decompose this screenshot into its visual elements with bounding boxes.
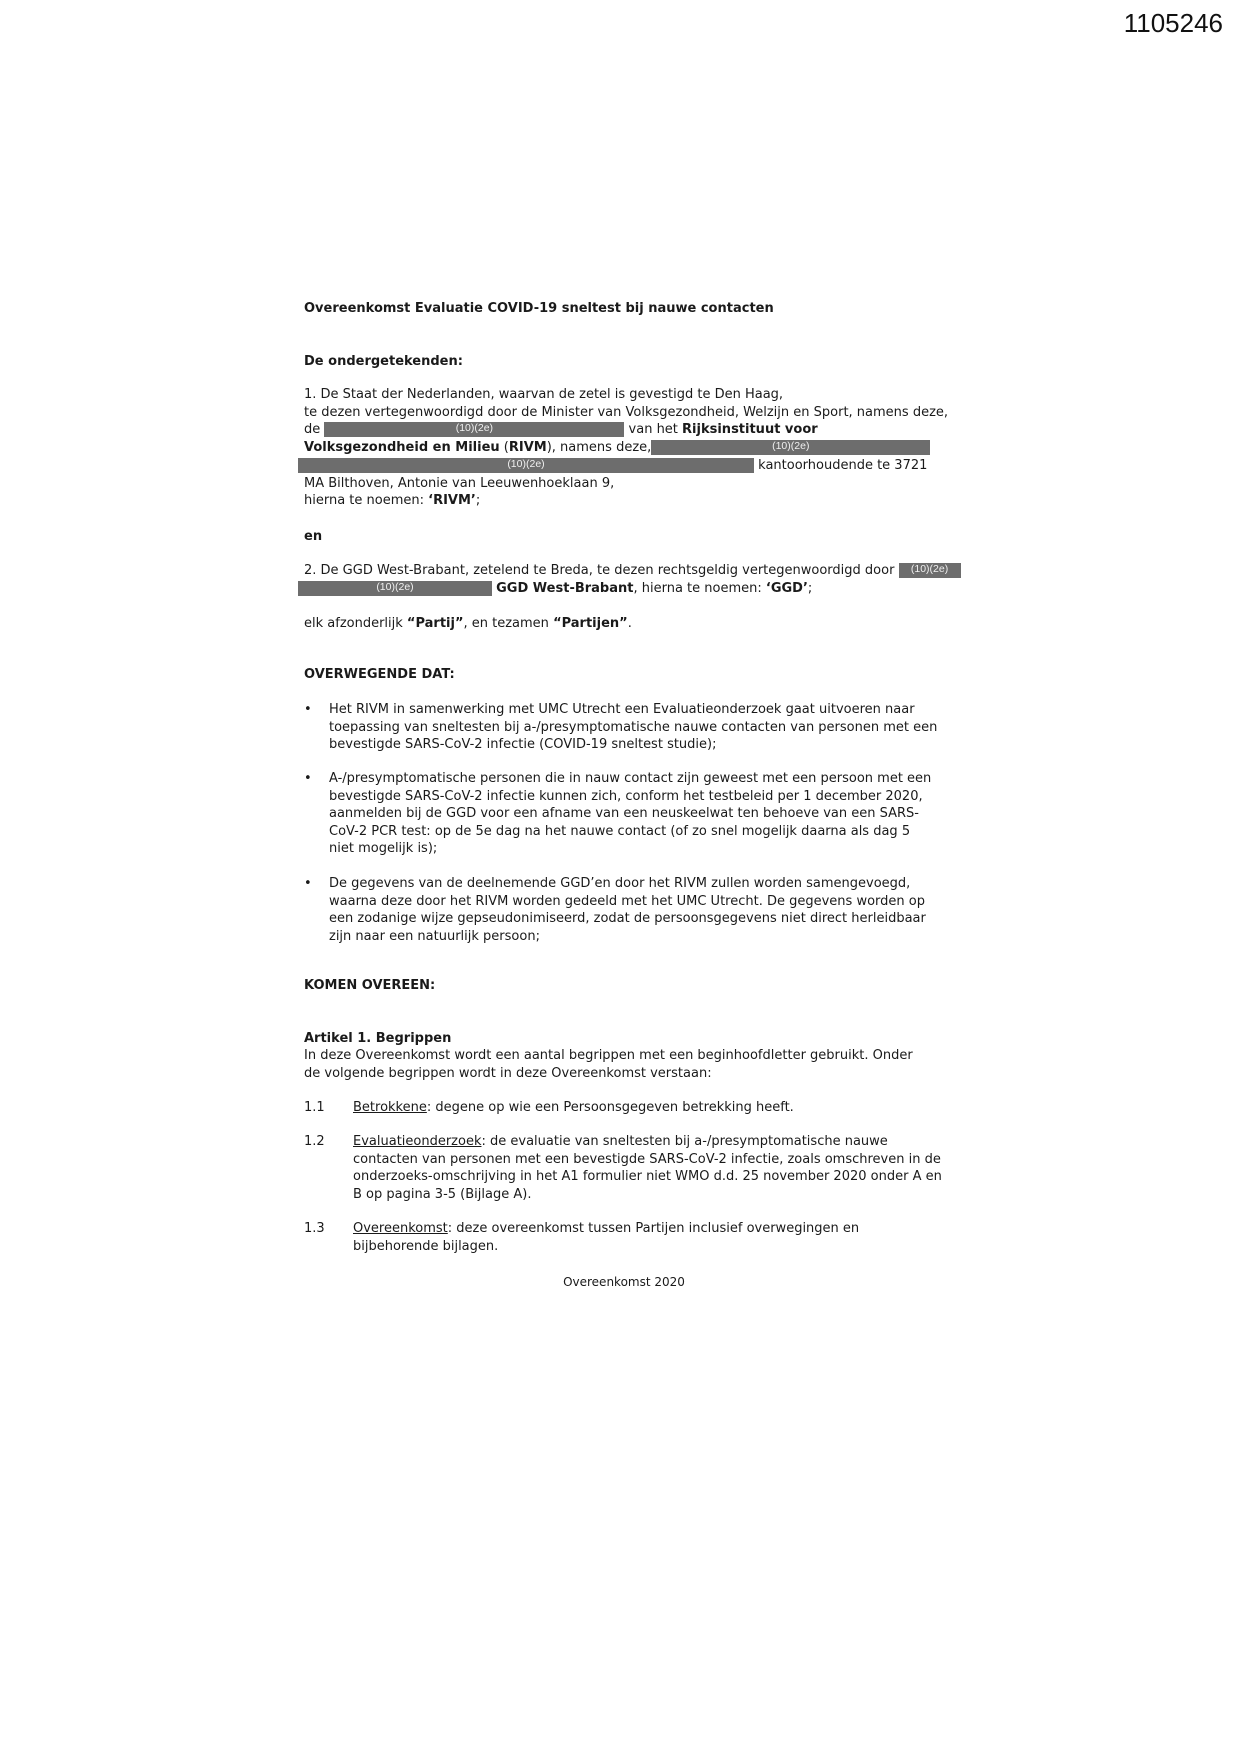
party2-line1 [304,562,961,580]
party1-line5-post: kantoorhoudende te 3721 [758,458,928,473]
redaction-block: (10)(2e) [298,458,754,473]
party2-line2-post: ; [807,581,813,596]
document-number: 1105246 [1123,8,1223,38]
party1-line6: MA Bilthoven, Antonie van Leeuwenhoeklaan 9, [304,476,615,491]
party1-line4-mid2: ), namens deze, [546,440,652,455]
party1-line3-pre: de [304,422,321,437]
definition-body: : degene op wie een Persoonsgegeven betrekking heeft. [426,1100,794,1115]
party2-name: GGD West-Brabant [496,581,634,596]
definition-text [353,1099,943,1117]
definition-text [353,1220,943,1255]
party-term: “Partij” [406,616,464,631]
party2-alias: ‘GGD’ [765,581,808,596]
party1-line2: te dezen vertegenwoordigd door de Minister van Volksgezondheid, Welzijn en Sport, namens deze, [304,405,949,420]
page-footer: Overeenkomst 2020 [563,1275,685,1289]
definition-body: : deze overeenkomst tussen Partijen inclusief overwegingen en bijbehorende bijlagen. [353,1221,860,1254]
party1-line7 [304,492,480,510]
party1-line4 [304,439,930,457]
article1-heading: Artikel 1. Begrippen [304,1031,452,1046]
redaction-block: (10)(2e) [899,563,961,578]
party2-line2-mid: , hierna te noemen: [633,581,766,596]
parties-term: “Partijen” [553,616,628,631]
document-title: Overeenkomst Evaluatie COVID-19 sneltest bij nauwe contacten [304,301,774,316]
parties-line [304,615,632,633]
party2-line2 [298,580,812,598]
party1-line7-pre: hierna te noemen: [304,493,429,508]
definition-body: : de evaluatie van sneltesten bij a-/presymptomatische nauwe contacten van personen met een bevestigde SARS-CoV-2 infectie, zoals omschreven in de onderzoeks-omschrijving in het A1 formulier niet WMO d.d. 25 november 2020 onder A en B op pagina 3-5 (Bijlage A). [353,1134,942,1202]
party1-rivm-name-part2: Volksgezondheid en Milieu [304,440,500,455]
party1-line4-mid1: ( [499,440,509,455]
definition-number: 1.3 [304,1221,325,1236]
definition-number: 1.2 [304,1134,325,1149]
signatories-heading: De ondergetekenden: [304,354,463,369]
redaction-block: (10)(2e) [324,422,624,437]
agree-heading: KOMEN OVEREEN: [304,978,436,993]
consideration-text: Het RIVM in samenwerking met UMC Utrecht een Evaluatieonderzoek gaat uitvoeren naar toepassing van sneltesten bij a-/presymptomatische nauwe contacten van personen met een bevestigde SARS-CoV-2 infectie (COVID-19 sneltest studie); [329,702,938,752]
conjunction-en: en [304,529,323,544]
party1-line3 [304,421,818,439]
parties-line-post: . [627,616,632,631]
consideration-text: A-/presymptomatische personen die in nauw contact zijn geweest met een persoon met een bevestigde SARS-CoV-2 infectie kunnen zich, conform het testbeleid per 1 december 2020, aanmelden bij de GGD voor een afname van een neuskeelwat ten behoeve van een SARS-CoV-2 PCR test: op de 5e dag na het nauwe contact (of zo snel mogelijk daarna als dag 5 niet mogelijk is); [329,771,932,856]
considering-heading: OVERWEGENDE DAT: [304,667,455,682]
parties-line-mid: , en tezamen [463,616,554,631]
party1-rivm-abbrev: RIVM [508,440,547,455]
redaction-block: (10)(2e) [651,440,930,455]
bullet-icon: • [304,876,312,891]
definition-term: Evaluatieonderzoek [353,1134,482,1149]
bullet-icon: • [304,771,312,786]
definition-term: Overeenkomst [353,1221,448,1236]
party1-line1: 1. De Staat der Nederlanden, waarvan de zetel is gevestigd te Den Haag, [304,387,784,402]
redaction-block: (10)(2e) [298,581,492,596]
party1-line7-post: ; [475,493,481,508]
parties-line-pre: elk afzonderlijk [304,616,407,631]
bullet-icon: • [304,702,312,717]
definition-term: Betrokkene [353,1100,427,1115]
definition-text [353,1133,943,1203]
consideration-text: De gegevens van de deelnemende GGD’en door het RIVM zullen worden samengevoegd, waarna deze door het RIVM worden gedeeld met het UMC Utrecht. De gegevens worden op een zodanige wijze gepseudonimiseerd, zodat de persoonsgegevens niet direct herleidbaar zijn naar een natuurlijk persoon; [329,876,926,944]
party1-line3-post: van het [628,422,678,437]
article1-intro: In deze Overeenkomst wordt een aantal begrippen met een beginhoofdletter gebruikt. Onder de volgende begrippen wordt in deze Overeenkomst verstaan: [304,1048,913,1081]
definition-number: 1.1 [304,1100,325,1115]
party2-line1-text: 2. De GGD West-Brabant, zetelend te Breda, te dezen rechtsgeldig vertegenwoordigd door [304,563,895,578]
party1-alias: ‘RIVM’ [428,493,476,508]
party1-rivm-name-part1: Rijksinstituut voor [682,422,818,437]
party1-line5 [298,457,927,475]
